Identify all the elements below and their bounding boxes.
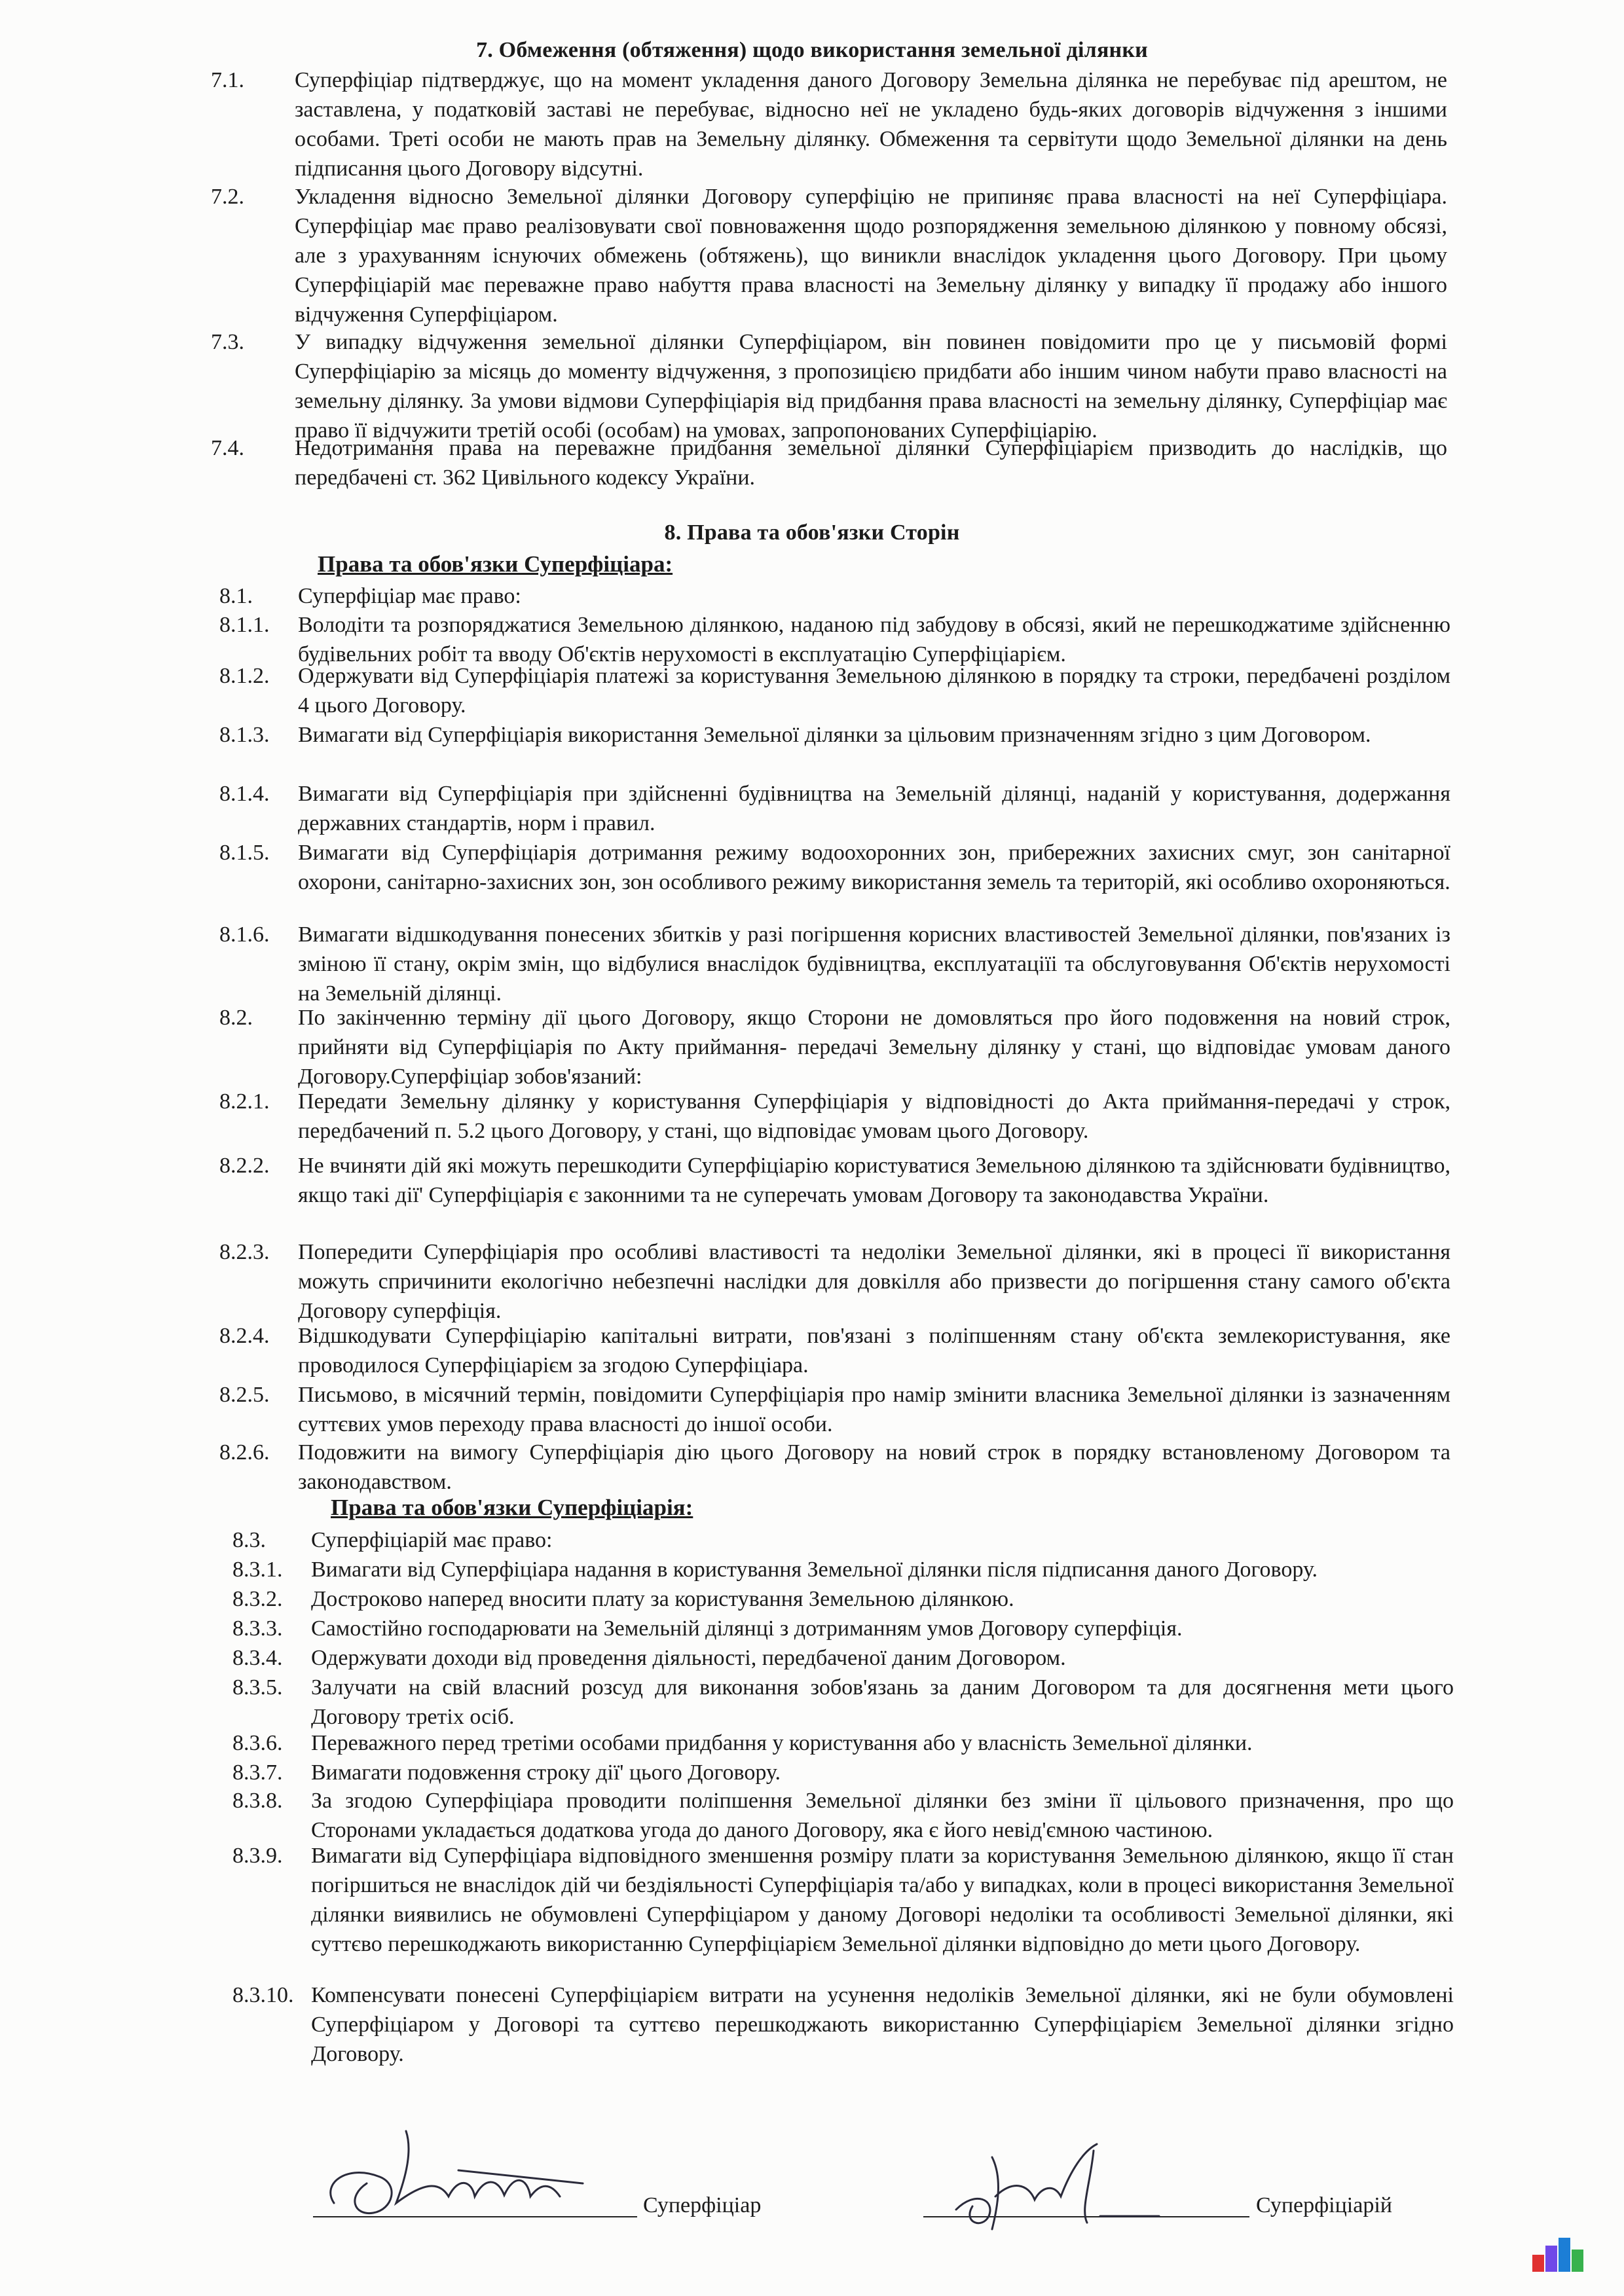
clause-text: Недотримання права на переважне придбання земельної ділянки Суперфіціарієм призводить до наслідків, що передбачені ст. 362 Цивільного кодексу України. — [295, 436, 1447, 490]
clause-text: Не вчиняти дій які можуть перешкодити Суперфіціарію користуватися Земельною ділянкою та здійснювати будівництво, якщо такі дії' Суперфіціарія є законними та не суперечать умовам Договору та законодавства України. — [298, 1154, 1450, 1207]
clause-number: 8.3.5. — [232, 1675, 283, 1700]
clause-number: 8.2.3. — [219, 1240, 270, 1264]
clause-8-2-6 — [219, 1438, 1464, 1497]
clause-number: 8.3. — [232, 1528, 266, 1552]
clause-text: Вимагати від Суперфіціарія використання Земельної ділянки за цільовим призначенням згідно з цим Договором. — [298, 723, 1371, 747]
clause-number: 8.2. — [219, 1006, 253, 1030]
clause-8-1 — [219, 581, 1464, 611]
clause-text: Вимагати від Суперфіціарія при здійсненні будівництва на Земельній ділянці, наданій у користування, додержання державних стандартів, норм і правил. — [298, 782, 1450, 835]
signature-left — [308, 2105, 602, 2236]
clause-number: 8.1.3. — [219, 723, 270, 747]
clause-text: Вимагати від Суперфіціарія дотримання режиму водоохоронних зон, прибережних захисних смуг, зон санітарної охорони, санітарно-захисних зон, зон особливого режиму використання земель та територій, які особливо охороняються. — [298, 841, 1450, 894]
clause-8-1-5 — [219, 838, 1464, 897]
clause-number: 7.2. — [211, 185, 244, 209]
clause-number: 8.3.2. — [232, 1587, 283, 1611]
clause-number: 8.2.2. — [219, 1154, 270, 1178]
clause-text: Суперфіціар підтверджує, що на момент укладення даного Договору Земельна ділянка не перебуває під арештом, не заставлена, у податковій заставі не перебуває, відносно неї не укладено будь-яких договорів відчуження з іншими особами. Треті особи не мають прав на Земельну ділянку. Обмеження та сервітути щодо Земельної ділянки на день підписання цього Договору відсутні. — [295, 68, 1447, 181]
clause-number: 8.2.6. — [219, 1440, 270, 1465]
clause-number: 8.3.3. — [232, 1616, 283, 1641]
clause-8-3-9 — [232, 1841, 1464, 1959]
clause-text: Достроково наперед вносити плату за користування Земельною ділянкою. — [311, 1587, 1014, 1611]
clause-8-3-8 — [232, 1786, 1464, 1845]
clause-8-2-1 — [219, 1087, 1464, 1146]
clause-text: У випадку відчуження земельної ділянки Суперфіціаром, він повинен повідомити про це у письмовій формі Суперфіціарію за місяць до моменту відчуження, з пропозицією придбати або іншим чином набути право власності на земельну ділянку. За умови відмови Суперфіціарія від придбання права власності на земельну ділянку, Суперфіціар має право її відчужити третій особі (особам) на умовах, запропонованих Суперфіціарію. — [295, 330, 1447, 443]
clause-text: Вимагати від Суперфіціара відповідного зменшення розміру плати за користування Земельною ділянкою, якщо її стан погіршиться не внаслідок дій чи бездіяльності Суперфіціарія та/або у випадках, коли в процесі використання Земельної ділянки виявились не обумовлені Суперфіціаром у даному Договорі недоліки та особливості Земельної ділянки, які суттєво перешкоджають використанню Суперфіціарієм Земельної ділянки відповідно до мети цього Договору. — [311, 1844, 1454, 1956]
clause-8-2-4 — [219, 1321, 1464, 1380]
clause-7-4 — [211, 433, 1455, 492]
subsection-superficiar: Права та обов'язки Суперфіціара: — [318, 551, 673, 577]
clause-text: За згодою Суперфіціара проводити поліпшення Земельної ділянки без зміни її цільового призначення, про що Сторонами укладається додаткова угода до даного Договору, яка є його невід'ємною частиною. — [311, 1789, 1454, 1842]
clause-8-3 — [232, 1525, 1464, 1555]
clause-text: Передати Земельну ділянку у користування Суперфіціарія у відповідності до Акта приймання-передачі у строк, передбачений п. 5.2 цього Договору, у стані, що відповідає умовам цього Договору. — [298, 1089, 1450, 1143]
clause-text: Відшкодувати Суперфіціарію капітальні витрати, пов'язані з поліпшенням стану об'єкта землекористування, яке проводилося Суперфіціарієм за згодою Суперфіціара. — [298, 1324, 1450, 1377]
clause-8-2-3 — [219, 1237, 1464, 1326]
clause-8-3-7 — [232, 1758, 1464, 1787]
clause-number: 8.1.2. — [219, 664, 270, 688]
clause-number: 8.1.4. — [219, 782, 270, 806]
clause-8-1-4 — [219, 779, 1464, 838]
clause-text: Одержувати доходи від проведення діяльності, передбаченої даним Договором. — [311, 1646, 1066, 1670]
clause-text: Компенсувати понесені Суперфіціарієм витрати на усунення недоліків Земельної ділянки, які не були обумовлені Суперфіціаром у Договорі та суттєво перешкоджають використанню Суперфіціарієм Земельної ділянки згідно Договору. — [311, 1983, 1454, 2066]
clause-8-1-6 — [219, 920, 1464, 1008]
clause-8-3-4 — [232, 1643, 1464, 1673]
corner-color-mark-icon — [1532, 2232, 1586, 2274]
clause-number: 8.3.4. — [232, 1646, 283, 1670]
clause-text: Вимагати відшкодування понесених збитків у разі погіршення корисних властивостей Земельної ділянки, пов'язаних із зміною її стану, окрім змін, що відбулися внаслідок будівництва, експлуатаціїі та обслуговування Об'єктів нерухомості на Земельній ділянці. — [298, 922, 1450, 1006]
clause-number: 8.3.9. — [232, 1844, 283, 1868]
clause-text: Письмово, в місячний термін, повідомити Суперфіціарія про намір змінити власника Земельної ділянки із зазначенням суттєвих умов переходу права власності до іншої особи. — [298, 1383, 1450, 1436]
clause-8-2 — [219, 1003, 1464, 1091]
clause-8-1-2 — [219, 661, 1464, 720]
clause-number: 8.3.1. — [232, 1558, 283, 1582]
signature-right — [936, 2118, 1172, 2236]
clause-number: 8.1.1. — [219, 613, 270, 637]
clause-text: Суперфіціар має право: — [298, 584, 521, 608]
clause-number: 8.1. — [219, 584, 253, 608]
clause-7-1 — [211, 65, 1455, 183]
clause-number: 8.3.10. — [232, 1983, 294, 2007]
clause-number: 7.4. — [211, 436, 244, 460]
subsection-superficiary: Права та обов'язки Суперфіціарія: — [331, 1495, 693, 1520]
clause-text: Попередити Суперфіціарія про особливі властивості та недоліки Земельної ділянки, які в процесі її використання можуть спричинити екологічно небезпечні наслідки для довкілля або призвести до погіршення стану самого об'єкта Договору суперфіція. — [298, 1240, 1450, 1323]
clause-text: Суперфіціарій має право: — [311, 1528, 553, 1552]
clause-text: Вимагати подовження строку дії' цього Договору. — [311, 1760, 781, 1785]
clause-8-3-2 — [232, 1584, 1464, 1614]
clause-8-3-1 — [232, 1555, 1464, 1584]
clause-number: 8.2.5. — [219, 1383, 270, 1407]
section-8-title: 8. Права та обов'язки Сторін — [664, 520, 960, 545]
clause-text: Подовжити на вимогу Суперфіціарія дію цього Договору на новий строк в порядку встановленому Договором та законодавством. — [298, 1440, 1450, 1494]
clause-8-3-5 — [232, 1673, 1464, 1732]
clause-7-3 — [211, 327, 1455, 445]
clause-text: Залучати на свій власний розсуд для виконання зобов'язань за даним Договором та для досягнення мети цього Договору третіх осіб. — [311, 1675, 1454, 1729]
clause-8-3-3 — [232, 1614, 1464, 1643]
section-7-title: 7. Обмеження (обтяження) щодо використання земельної ділянки — [476, 38, 1148, 62]
clause-text: Одержувати від Суперфіціарія платежі за користування Земельною ділянкою в порядку та строки, передбачені розділом 4 цього Договору. — [298, 664, 1450, 718]
clause-number: 7.1. — [211, 68, 244, 92]
clause-text: Володіти та розпоряджатися Земельною ділянкою, наданою під забудову в обсязі, який не перешкоджатиме здійсненню будівельних робіт та вводу Об'єктів нерухомості в експлуатацію Суперфіціарієм. — [298, 613, 1450, 666]
clause-8-2-5 — [219, 1380, 1464, 1439]
clause-8-3-6 — [232, 1728, 1464, 1758]
signature-label-superficiary: Суперфіціарій — [1256, 2193, 1392, 2217]
clause-8-2-2 — [219, 1151, 1464, 1210]
clause-8-1-3 — [219, 720, 1464, 750]
clause-text: Вимагати від Суперфіціара надання в користування Земельної ділянки після підписання даного Договору. — [311, 1558, 1318, 1582]
clause-number: 8.1.5. — [219, 841, 270, 865]
clause-number: 8.2.1. — [219, 1089, 270, 1114]
clause-number: 7.3. — [211, 330, 244, 354]
clause-number: 8.3.8. — [232, 1789, 283, 1813]
clause-number: 8.1.6. — [219, 922, 270, 947]
clause-number: 8.3.6. — [232, 1731, 283, 1755]
clause-text: Укладення відносно Земельної ділянки Договору суперфіцію не припиняє права власності на неї Суперфіціара. Суперфіціар має право реалізовувати свої повноваження щодо розпорядження земельною ділянкою у повному обсязі, але з урахуванням існуючих обмежень (обтяжень), що виникли внаслідок укладення цього Договору. При цьому Суперфіціарій має переважне право набуття права власності на Земельну ділянку у випадку її продажу або іншого відчуження Суперфіціаром. — [295, 185, 1447, 327]
signature-label-superficiar: Суперфіціар — [643, 2193, 762, 2217]
clause-number: 8.3.7. — [232, 1760, 283, 1785]
clause-7-2 — [211, 182, 1455, 329]
clause-8-3-10 — [232, 1980, 1464, 2069]
clause-8-1-1 — [219, 610, 1464, 669]
clause-text: По закінченню терміну дії цього Договору, якщо Сторони не домовляться про його подовження на новий строк, прийняти від Суперфіціарія по Акту приймання- передачі Земельну ділянку у стані, що відповідає умовам даного Договору.Суперфіціар зобов'язаний: — [298, 1006, 1450, 1089]
clause-text: Переважного перед третіми особами придбання у користування або у власність Земельної ділянки. — [311, 1731, 1253, 1755]
clause-text: Самостійно господарювати на Земельній ділянці з дотриманням умов Договору суперфіція. — [311, 1616, 1183, 1641]
clause-number: 8.2.4. — [219, 1324, 270, 1348]
